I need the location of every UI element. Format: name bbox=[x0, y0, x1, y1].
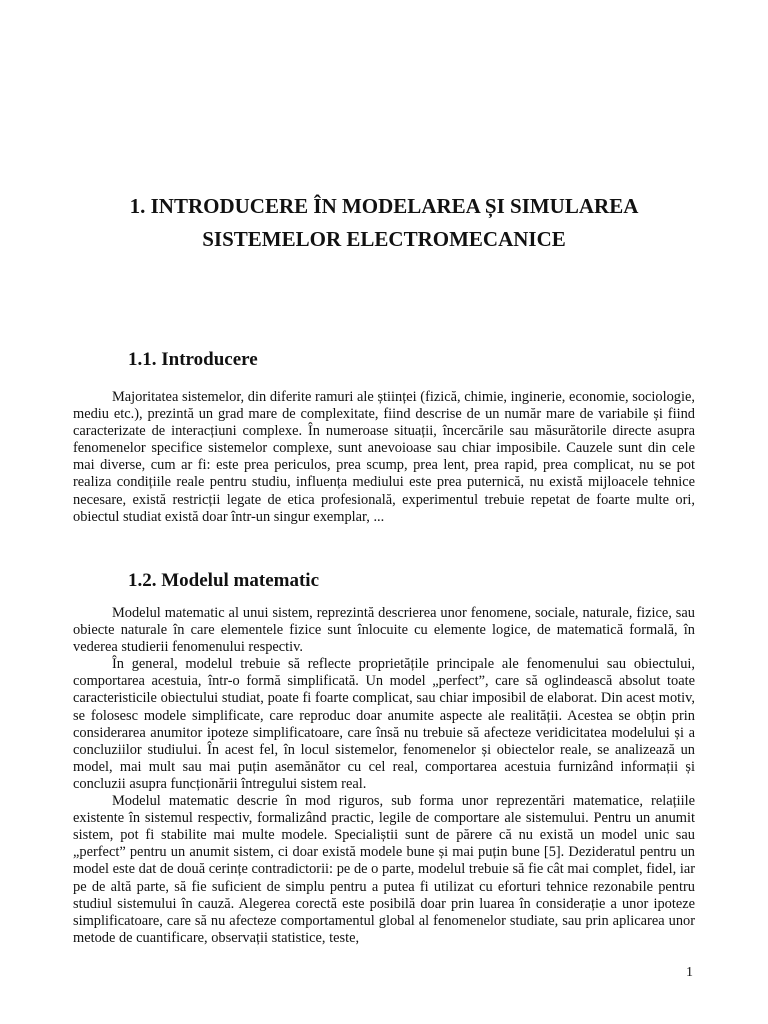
section-heading-introducere: 1.1. Introducere bbox=[128, 349, 258, 370]
section-heading-modelul-matematic: 1.2. Modelul matematic bbox=[128, 570, 320, 591]
chapter-title-line-2: SISTEMELOR ELECTROMECANICE bbox=[202, 227, 566, 251]
page-number: 1 bbox=[686, 965, 693, 980]
paragraph: Modelul matematic descrie în mod riguros, sub forma unor reprezentări matematice, relațiile existente în sistemul respectiv, formalizând practic, legile de comportare ale sistemului. Pentru un anumit sistem, pot fi stabilite mai multe modele. Specialiștii sunt de părere că nu există un model unic sau „perfect” pentru un anumit sistem, ci doar există modele bune și mai puțin bune [5]. Dezideratul pentru un model este dat de două cerințe contradictorii: pe de o parte, modelul trebuie să fie cât mai complet, fidel, iar pe de altă parte, să fie suficient de simplu pentru a putea fi utilizat cu eforturi tehnice rezonabile pentru studiul sistemului în cauză. Alegerea corectă este posibilă doar prin luarea în considerație a unor ipoteze simplificatoare, care să nu afecteze comportamentul global al fenomenelor studiate, sau prin aplicarea unor metode de cuantificare, observații statistice, teste, bbox=[73, 793, 695, 946]
paragraph: În general, modelul trebuie să reflecte proprietățile principale ale fenomenului sau obiectului, comportarea acestuia, într-o formă simplificată. Un model „perfect”, care să oglindească absolut toate caracteristicile obiectului studiat, poate fi foarte complicat, sau chiar imposibil de elaborat. Din acest motiv, se folosesc modele simplificate, care reproduc doar anumite aspecte ale realității. Acestea se obțin prin considerarea anumitor ipoteze simplificatoare, care însă nu trebuie să afecteze veridicitatea modelului și a concluziilor studiului. În acest fel, în locul sistemelor, fenomenelor și obiectelor reale, se analizează un model, mai mult sau mai puțin asemănător cu cel real, comportarea acestuia furnizând informații și concluzii asupra funcționării întregului sistem real. bbox=[73, 656, 695, 792]
section-body-introducere bbox=[73, 389, 695, 526]
paragraph: Modelul matematic al unui sistem, reprezintă descrierea unor fenomene, sociale, naturale, fizice, sau obiecte naturale în care elementele fizice sunt înlocuite cu elemente logice, de matematică formală, în vederea studierii fenomenului respectiv. bbox=[73, 605, 695, 656]
section-body-modelul-matematic bbox=[73, 605, 695, 947]
chapter-title-line-1: 1. INTRODUCERE ÎN MODELAREA ȘI SIMULAREA bbox=[129, 194, 639, 218]
paragraph: Majoritatea sistemelor, din diferite ramuri ale științei (fizică, chimie, inginerie, economie, sociologie, mediu etc.), prezintă un grad mare de complexitate, fiind descrise de un număr mare de variabile și fiind caracterizate de interacțiuni complexe. În numeroase situații, încercările sau măsurătorile directe asupra fenomenelor specifice sistemelor complexe, sunt anevoioase sau chiar imposibile. Cauzele sunt din cele mai diverse, cum ar fi: este prea periculos, prea scump, prea lent, prea rapid, prea complicat, nu se pot realiza condițiile reale pentru studiu, influența mediului este prea puternică, nu există mijloacele tehnice necesare, există restricții legate de etica profesională, experimentul trebuie repetat de foarte multe ori, obiectul studiat există doar într-un singur exemplar, ... bbox=[73, 389, 695, 525]
chapter-title bbox=[60, 190, 708, 256]
